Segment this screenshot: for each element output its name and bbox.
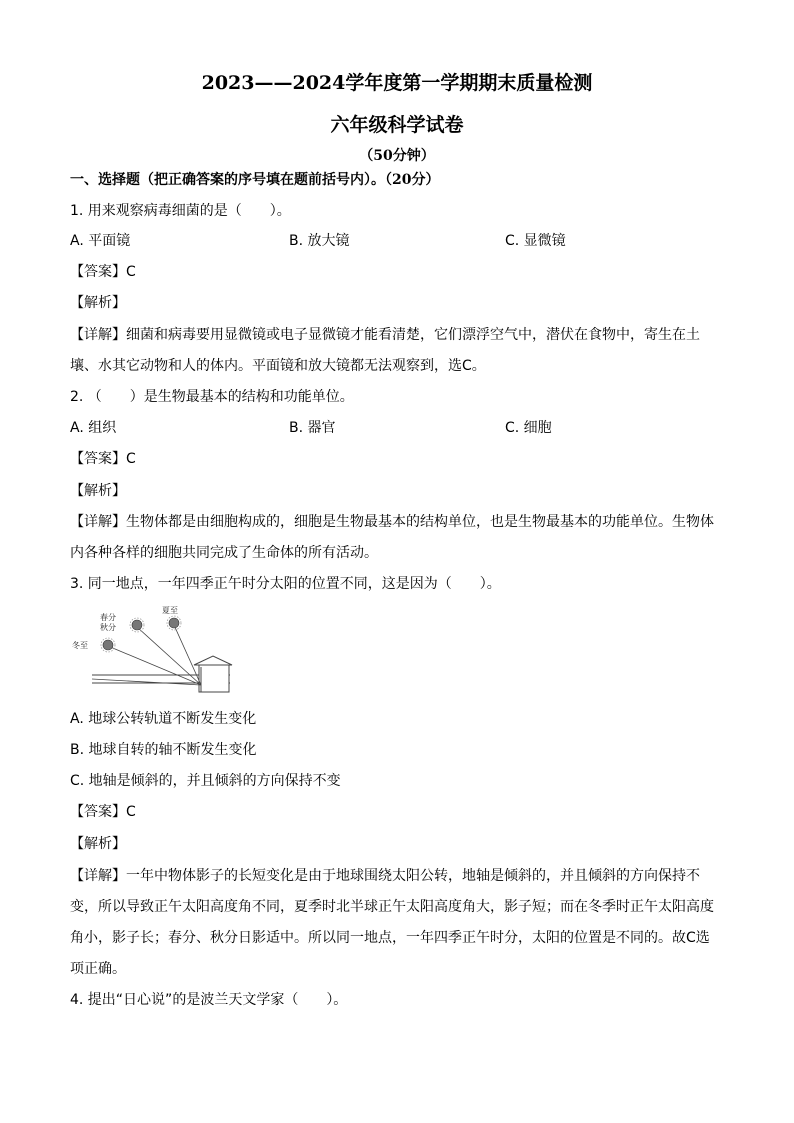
q2-option-a: A. 组织 [70,420,117,436]
detail-label: 【详解】 [70,868,126,884]
sun-position-diagram [70,603,235,695]
house-body [199,665,229,692]
exam-title: 2023——2024学年度第一学期期末质量检测 [201,72,593,94]
q3-option-b: B. 地球自转的轴不断发生变化 [70,742,257,758]
q3-answer-value: C [126,804,136,820]
exam-duration: （50分钟） [359,148,435,164]
q2-detail-line-2: 内各种各样的细胞共同完成了生命体的所有活动。 [70,545,378,561]
house-roof [194,656,232,665]
sun-icon [167,616,181,630]
q3-detail-line-3: 角小，影子长；春分、秋分日影适中。所以同一地点，一年四季正午时分，太阳的位置是不同的。故C选 [70,930,710,946]
sun-icon [130,618,144,632]
q3-option-c: C. 地轴是倾斜的，并且倾斜的方向保持不变 [70,773,341,789]
q2-detail-text-1: 生物体都是由细胞构成的，细胞是生物最基本的结构单位，也是生物最基本的功能单位。生物体 [126,514,714,530]
question-4-stem: 4. 提出“日心说”的是波兰天文学家（ ）。 [70,992,348,1008]
q1-answer-value: C [126,264,136,280]
q1-detail-line-2: 壤、水其它动物和人的体内。平面镜和放大镜都无法观察到，选C。 [70,358,486,374]
q2-detail-line-1 [70,512,714,532]
label-autumn: 秋分 [100,623,116,632]
q3-detail-line-4: 项正确。 [70,961,126,977]
q1-option-b: B. 放大镜 [289,233,350,249]
q3-detail-text-1: 一年中物体影子的长短变化是由于地球围绕太阳公转，地轴是倾斜的，并且倾斜的方向保持不 [126,868,700,884]
detail-label: 【详解】 [70,514,126,530]
summer-ray [174,625,201,685]
equinox-ray [137,627,201,685]
detail-label: 【详解】 [70,327,126,343]
q1-answer-row [70,262,136,282]
q2-answer-row [70,449,136,469]
answer-label: 【答案】 [70,264,126,280]
question-3-stem: 3. 同一地点，一年四季正午时分太阳的位置不同，这是因为（ ）。 [70,576,501,592]
q3-detail-line-1 [70,866,700,886]
q3-answer-row [70,802,136,822]
q3-detail-line-2: 变，所以导致正午太阳高度角不同，夏季时北半球正午太阳高度角大，影子短；而在冬季时正午太阳高度 [70,899,714,915]
exam-subtitle: 六年级科学试卷 [330,114,464,136]
winter-ray [108,646,201,685]
q2-option-b: B. 器官 [289,420,336,436]
answer-label: 【答案】 [70,451,126,467]
shadow-ray [92,679,201,685]
q1-analysis-label: 【解析】 [70,295,126,311]
label-spring: 春分 [100,613,116,622]
q2-analysis-label: 【解析】 [70,483,126,499]
sun-icon [101,638,115,652]
question-1-stem: 1. 用来观察病毒细菌的是（ ）。 [70,203,291,219]
label-summer: 夏至 [162,606,178,615]
section-heading: 一、选择题（把正确答案的序号填在题前括号内）。（20分） [70,172,440,188]
q1-detail-line-1 [70,325,700,345]
q1-option-a: A. 平面镜 [70,233,131,249]
q3-option-a: A. 地球公转轨道不断发生变化 [70,711,257,727]
answer-label: 【答案】 [70,804,126,820]
q1-option-c: C. 显微镜 [505,233,566,249]
q1-detail-text-1: 细菌和病毒要用显微镜或电子显微镜才能看清楚，它们漂浮空气中，潜伏在食物中，寄生在土 [126,327,700,343]
q2-answer-value: C [126,451,136,467]
question-2-stem: 2. （ ）是生物最基本的结构和功能单位。 [70,389,354,405]
q2-option-c: C. 细胞 [505,420,552,436]
label-winter: 冬至 [72,641,88,650]
q3-analysis-label: 【解析】 [70,836,126,852]
